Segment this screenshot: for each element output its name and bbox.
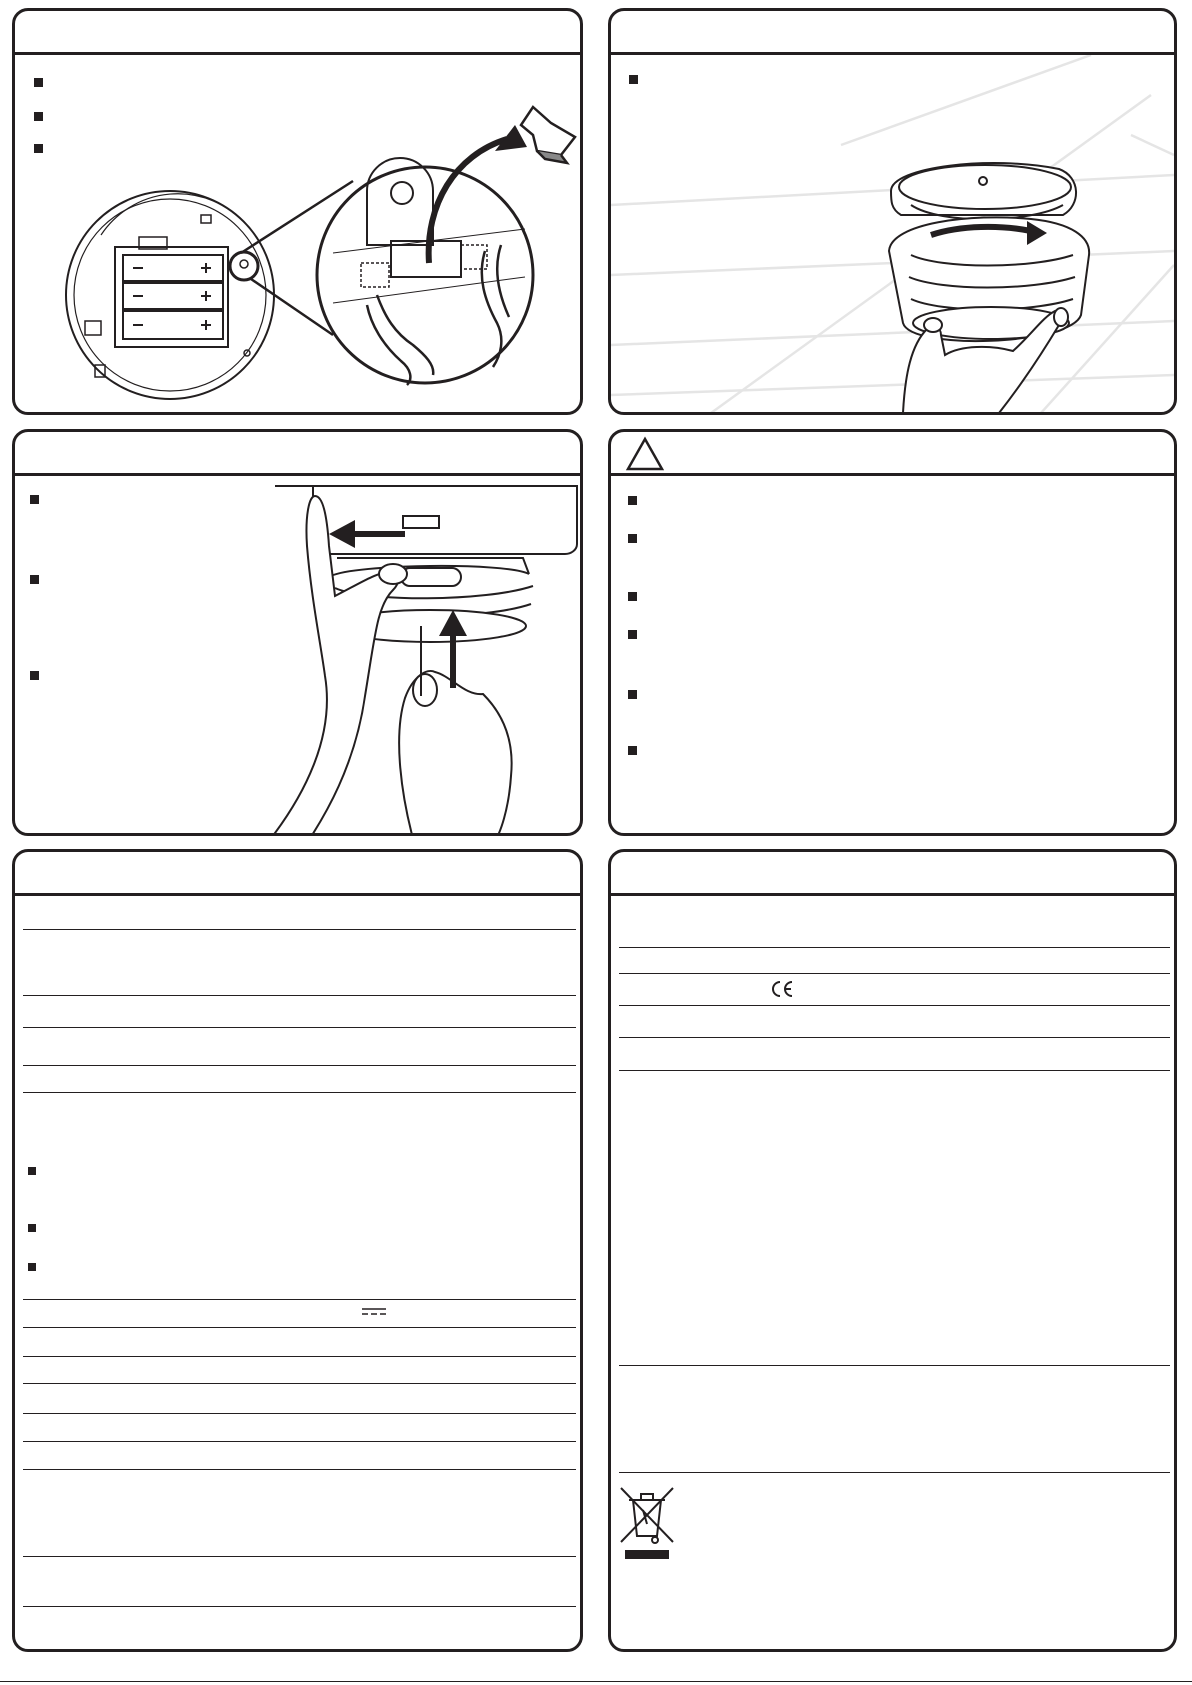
battery-compartment-illustration [15,55,580,415]
table-row-divider [619,1037,1170,1038]
table-row-divider [23,1299,576,1300]
table-row-divider [619,1365,1170,1366]
warning-triangle-icon [625,436,665,472]
table-row-divider [23,1441,576,1442]
panel-removal [12,429,583,836]
bullet [628,592,637,601]
panel-title [15,432,580,476]
table-row-divider [619,1005,1170,1006]
mounting-illustration [611,55,1174,413]
panel-compliance [608,849,1177,1652]
panel-specifications [12,849,583,1652]
table-row-divider [23,1413,576,1414]
panel-battery-tab [12,8,583,415]
bullet [628,496,637,505]
panel-title [611,432,1174,476]
table-row-divider [23,1606,576,1607]
bullet [28,1224,36,1232]
dc-current-symbol-icon [360,1307,388,1317]
table-row-divider [619,1070,1170,1071]
bullet [28,1167,36,1175]
table-row-divider [23,1469,576,1470]
bullet [30,495,39,504]
panel-title [611,11,1174,55]
bullet [628,534,637,543]
table-row-divider [619,1472,1170,1473]
table-row-divider [23,1065,576,1066]
weee-crossed-bin-icon [619,1484,675,1562]
bullet [628,690,637,699]
table-row-divider [23,1092,576,1093]
bullet [28,1263,36,1271]
panel-title [611,852,1174,896]
table-row-divider [23,1356,576,1357]
ce-mark-icon [769,980,795,998]
page-bottom-rule [0,1681,1192,1682]
table-row-divider [619,947,1170,948]
table-row-divider [23,1027,576,1028]
bullet [628,630,637,639]
bullet [30,671,39,680]
table-row-divider [23,929,576,930]
panel-title [15,11,580,55]
panel-warning [608,429,1177,836]
bullet [628,746,637,755]
panel-mounting [608,8,1177,415]
panel-title [15,852,580,896]
table-row-divider [619,973,1170,974]
table-row-divider [23,1327,576,1328]
removal-illustration [265,476,583,836]
table-row-divider [23,1383,576,1384]
bullet [30,575,39,584]
table-row-divider [23,1556,576,1557]
table-row-divider [23,995,576,996]
